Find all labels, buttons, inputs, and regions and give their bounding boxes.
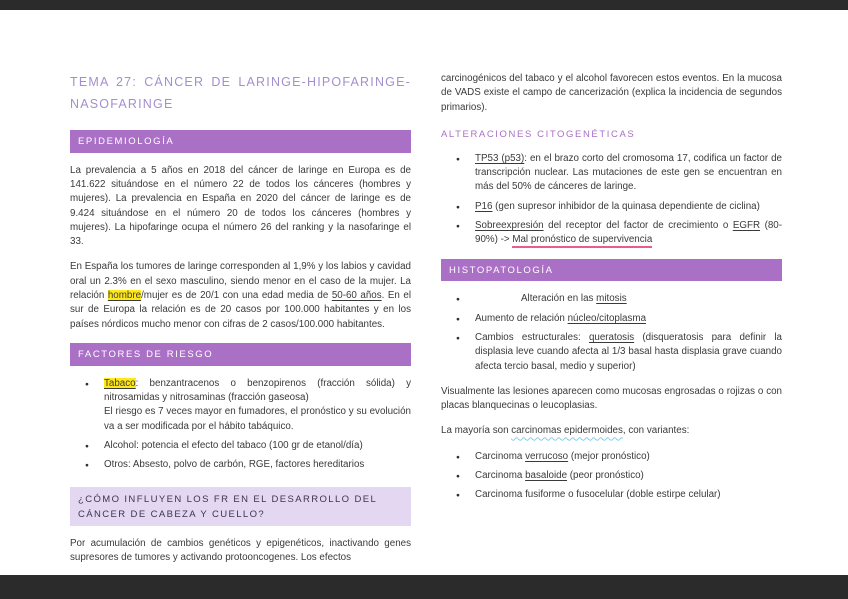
paragraph-prevalencia: La prevalencia a 5 años en 2018 del cáncer de laringe en Europa es de 141.622 situándose en el número 22 de todos los cánceres (hombres y mujeres). La prevalencia en España en 2020 del cáncer de laringe es de 9.424 situándose en el número 20 de todos los cánceres (hombres y mujeres). La hipofaringe ocupa el número 26 del ranking y la nasofaringe el 33.	[70, 164, 411, 248]
text-run: /mujer es de 20/1 con una edad media de	[141, 289, 332, 301]
list-item-verrucoso	[441, 450, 782, 464]
underlined-term-edad: 50-60 años	[331, 289, 382, 301]
viewer-bottom-bar	[0, 575, 848, 599]
right-column	[441, 72, 782, 576]
paragraph-carcinogenicos: carcinogénicos del tabaco y el alcohol favorecen estos eventos. En la mucosa de VADS existe el campo de cancerización (explica la incidencia de segundos primarios).	[441, 73, 782, 113]
text-run: : en el brazo corto del cromosoma 17, codifica un factor de transcripción nuclear. Las mutaciones de este gen se encuentran en más del 50% de cánceres de laringe.	[475, 152, 782, 193]
underlined-term-tp53: TP53 (p53)	[475, 152, 525, 164]
text-run: , con variantes:	[622, 425, 690, 437]
list-item-nucleo	[441, 312, 782, 326]
variant-list	[441, 450, 782, 503]
underlined-term-verrucoso: verrucoso	[525, 450, 569, 462]
text-run: Carcinoma	[475, 450, 526, 462]
list-item-mitosis	[441, 292, 782, 306]
underlined-term-egfr: EGFR	[732, 219, 761, 231]
underlined-term-basaloide: basaloide	[525, 470, 568, 482]
text-run: (gen supresor inhibidor de la quinasa dependiente de ciclina)	[492, 200, 760, 212]
citogenetics-list	[441, 152, 782, 248]
highlighted-term-tabaco: Tabaco	[104, 377, 136, 389]
list-item-fusiforme: ● Carcinoma fusiforme o fusocelular (doble estirpe celular)	[441, 488, 782, 502]
text-run: del receptor del factor de crecimiento o	[543, 219, 733, 231]
document-page	[0, 10, 848, 576]
section-header-como-influyen: ¿CÓMO INFLUYEN LOS FR EN EL DESARROLLO DEL CÁNCER DE CABEZA Y CUELLO?	[70, 487, 411, 526]
histopathology-list	[441, 292, 782, 373]
list-item-tabaco	[70, 377, 411, 434]
list-item-otros: ● Otros: Absesto, polvo de carbón, RGE, factores hereditarios	[70, 458, 411, 472]
list-item-tp53	[441, 152, 782, 195]
list-item-alcohol: ● Alcohol: potencia el efecto del tabaco (100 gr de etanol/día)	[70, 439, 411, 453]
text-run: Aumento de relación	[475, 312, 568, 324]
risk-factor-list	[70, 377, 411, 473]
text-run: (peor pronóstico)	[567, 470, 644, 482]
list-item-basaloide	[441, 469, 782, 483]
underlined-term-p16: P16	[475, 200, 493, 212]
paragraph-visualmente: Visualmente las lesiones aparecen como mucosas engrosadas o rojizas o con placas blanquecinas o leucoplasias.	[441, 385, 782, 412]
section-header-epidemiologia: EPIDEMIOLOGÍA	[70, 130, 411, 153]
text-run: En España los tumores de laringe corresponden al 1,9% y los labios y cavidad oral un 2.3% en el sexo masculino, siendo menor en el caso de la mujer. La relación	[70, 261, 411, 301]
text-run: Alteración en las	[521, 293, 597, 305]
page-title: TEMA 27: CÁNCER DE LARINGE-HIPOFARINGE-NASOFARINGE	[70, 75, 411, 111]
text-run: La mayoría son	[441, 425, 512, 437]
text-run: Cambios estructurales:	[475, 331, 589, 343]
underlined-term-nucleo-citoplasma: núcleo/citoplasma	[567, 312, 647, 324]
text-run: (80-90%) ->	[475, 219, 782, 246]
underlined-term-mitosis: mitosis	[596, 293, 627, 305]
text-run: Carcinoma	[475, 470, 526, 482]
text-run: (mejor pronóstico)	[568, 450, 650, 462]
highlighted-term-hombre: hombre	[107, 289, 142, 301]
paragraph-mayoria	[441, 424, 782, 438]
underlined-term-queratosis: queratosis	[588, 331, 635, 343]
paragraph-acumulacion: Por acumulación de cambios genéticos y epigenéticos, inactivando genes supresores de tumores y activando protooncogenes. Los efectos	[70, 537, 411, 564]
paragraph-relacion	[70, 260, 411, 331]
list-item-p16	[441, 200, 782, 214]
marked-term-mal-pronostico: Mal pronóstico de supervivencia	[512, 234, 652, 248]
list-item-egfr	[441, 219, 782, 248]
section-header-histopatologia: HISTOPATOLOGÍA	[441, 259, 782, 282]
list-item-queratosis	[441, 331, 782, 374]
wavy-underlined-term-epidermoides: carcinomas epidermoides	[511, 425, 623, 437]
underlined-term-sobreexpresion: Sobreexpresión	[475, 219, 544, 231]
text-run: (disqueratosis para definir la displasia leve cuando afecta al 1/3 basal hasta displasia grave cuando afecta tercio basal, medio y superior)	[475, 331, 782, 372]
left-column	[70, 72, 411, 576]
viewer-top-bar	[0, 0, 848, 10]
text-run: : benzantracenos o benzopirenos (fracción sólida) y nitrosamidas y nitrosaminas (fracción gaseosa)	[104, 377, 411, 404]
text-run: . En el sur de Europa la relación es de 20 casos por 100.000 habitantes y en los países nórdicos mucho menor con cifras de 2 casos/100.000 habitantes.	[70, 289, 412, 330]
section-header-citogeneticas: ALTERACIONES CITOGENÉTICAS	[441, 128, 636, 140]
section-header-factores: FACTORES DE RIESGO	[70, 343, 411, 366]
text-run-riesgo: El riesgo es 7 veces mayor en fumadores, el pronóstico y su evolución va a ser modificada por el hábito tabáquico.	[104, 406, 411, 432]
